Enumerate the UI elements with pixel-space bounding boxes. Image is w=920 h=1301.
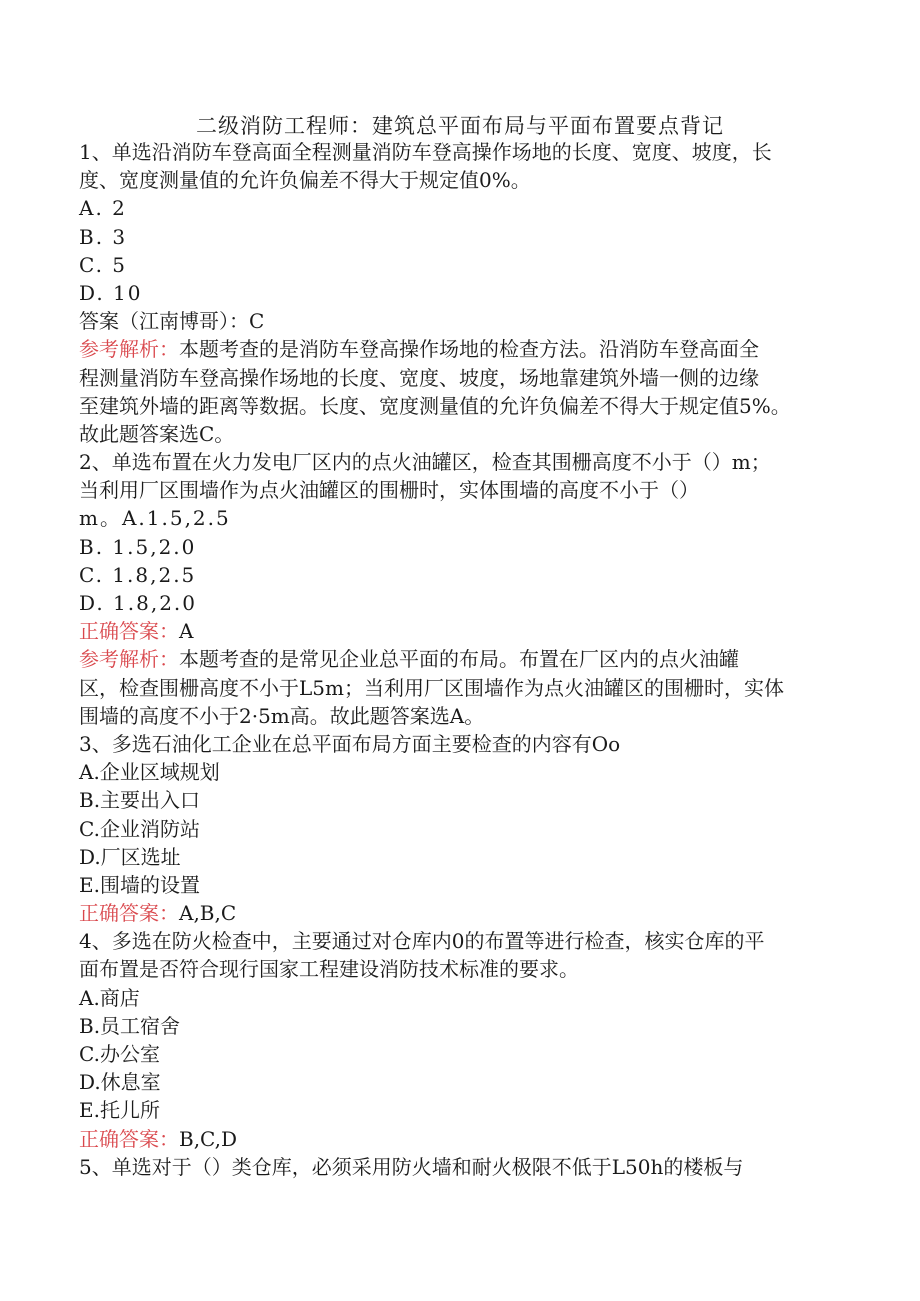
q5-stem-line1: 5、单选对于（）类仓库，必须采用防火墙和耐火极限不低于L50h的楼板与 <box>79 1154 744 1179</box>
document-body <box>79 138 839 1181</box>
q1-stem-line1: 1、单选沿消防车登高面全程测量消防车登高操作场地的长度、宽度、坡度，长 <box>79 140 772 164</box>
q3-option-b: B.主要出入口 <box>79 788 201 813</box>
analysis-label: 参考解析： <box>79 337 179 362</box>
q2-stem-line3: m。A.1.5,2.5 <box>79 506 231 531</box>
q2-option-c: C. 1.8,2.5 <box>79 562 197 587</box>
q2-analysis-line2: 区，检查围栅高度不小于L5m；当利用厂区围墙作为点火油罐区的围栅时，实体 <box>79 675 784 700</box>
q2-option-b: B. 1.5,2.0 <box>79 534 197 559</box>
q2-analysis-text: 本题考查的是常见企业总平面的布局。布置在厂区内的点火油罐 <box>179 647 739 672</box>
q1-option-b: B. 3 <box>79 224 128 249</box>
q1-option-c: C. 5 <box>79 252 128 277</box>
q3-option-a: A.企业区域规划 <box>79 760 220 785</box>
q2-answer <box>79 617 839 645</box>
q1-option-d: D. 10 <box>79 280 143 305</box>
q1-stem-line2: 度、宽度测量值的允许负偏差不得大于规定值0%。 <box>79 168 531 193</box>
document-title: 二级消防工程师：建筑总平面布局与平面布置要点背记 <box>196 114 724 138</box>
q2-answer-value: A <box>179 619 194 644</box>
q1-analysis-line2: 程测量消防车登高操作场地的长度、宽度、坡度，场地靠建筑外墙一侧的边缘 <box>79 365 759 390</box>
q2-analysis-line3: 围墙的高度不小于2·5m高。故此题答案选A。 <box>79 703 485 728</box>
q1-analysis-line1 <box>79 335 839 363</box>
q1-analysis-text: 本题考查的是消防车登高操作场地的检查方法。沿消防车登高面全 <box>179 337 759 362</box>
q3-answer-value: A,B,C <box>179 901 237 926</box>
answer-label: 正确答案： <box>79 619 179 644</box>
q2-analysis-line1 <box>79 645 839 673</box>
q3-option-d: D.厂区选址 <box>79 844 181 869</box>
q4-stem-line1: 4、多选在防火检查中，主要通过对仓库内0的布置等进行检查，核实仓库的平 <box>79 929 765 954</box>
q4-answer-value: B,C,D <box>179 1126 238 1151</box>
q1-option-a: A. 2 <box>79 196 127 221</box>
q4-option-d: D.休息室 <box>79 1070 161 1095</box>
q1-analysis-line3: 至建筑外墙的距离等数据。长度、宽度测量值的允许负偏差不得大于规定值5%。 <box>79 393 791 418</box>
q2-option-d: D. 1.8,2.0 <box>79 591 198 615</box>
q4-stem-line2: 面布置是否符合现行国家工程建设消防技术标准的要求。 <box>79 957 579 982</box>
analysis-label: 参考解析： <box>79 647 179 672</box>
q3-option-c: C.企业消防站 <box>79 816 200 841</box>
q4-option-e: E.托儿所 <box>79 1098 160 1123</box>
q3-answer <box>79 899 839 927</box>
q3-stem-line1: 3、多选石油化工企业在总平面布局方面主要检查的内容有Oo <box>79 731 621 756</box>
q1-analysis-line4: 故此题答案选C。 <box>79 421 235 446</box>
q2-stem-line2: 当利用厂区围墙作为点火油罐区的围栅时，实体围墙的高度不小于（） <box>79 478 699 503</box>
q2-stem-line1: 2、单选布置在火力发电厂区内的点火油罐区，检查其围栅高度不小于（）m； <box>79 450 771 475</box>
q4-option-a: A.商店 <box>79 985 140 1010</box>
answer-label: 正确答案： <box>79 1126 179 1151</box>
q4-option-c: C.办公室 <box>79 1042 160 1066</box>
answer-label: 正确答案： <box>79 901 179 926</box>
q3-option-e: E.围墙的设置 <box>79 872 200 897</box>
q4-answer <box>79 1125 839 1153</box>
q1-answer: 答案（江南博哥）：C <box>79 309 265 334</box>
q4-option-b: B.员工宿舍 <box>79 1013 181 1038</box>
